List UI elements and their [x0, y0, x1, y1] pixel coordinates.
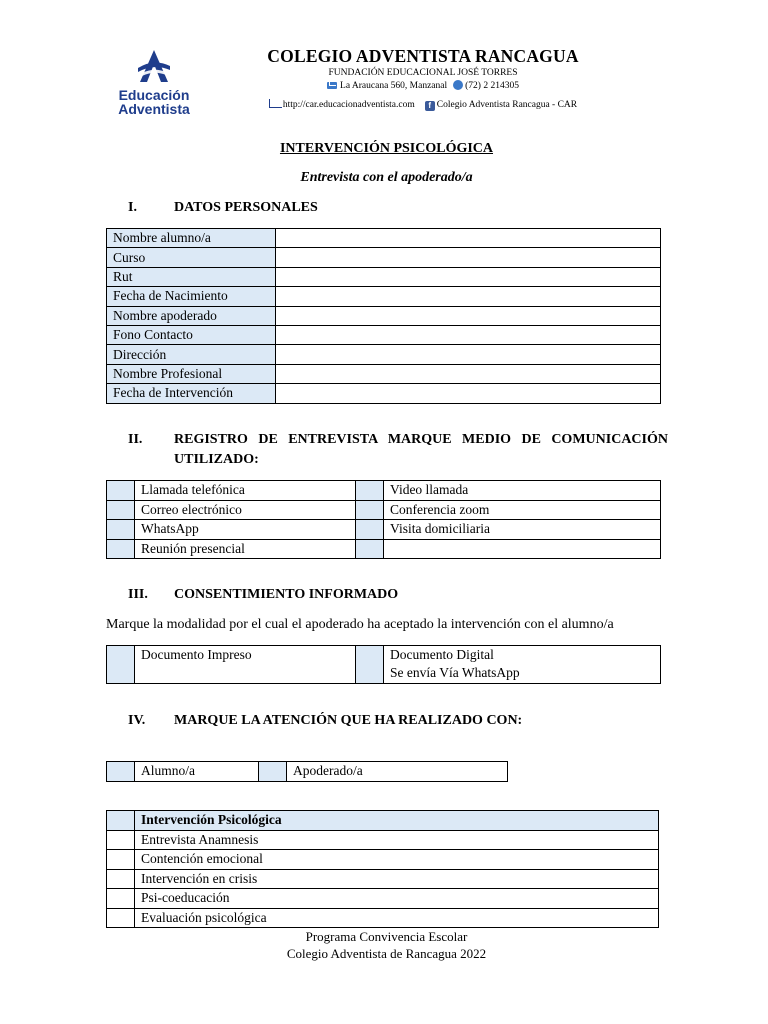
data-row — [107, 345, 661, 364]
footer-line2: Colegio Adventista de Rancagua 2022 — [286, 946, 487, 961]
field-label: Dirección — [107, 345, 276, 364]
facebook-icon: f — [425, 101, 435, 111]
field-value[interactable] — [276, 267, 661, 286]
footer-line1: Programa Convivencia Escolar — [305, 929, 468, 944]
section-2-heading — [128, 432, 668, 472]
communication-row — [107, 539, 661, 559]
header-cell — [107, 811, 135, 831]
option-checkbox[interactable] — [107, 539, 135, 559]
option-checkbox[interactable] — [356, 500, 384, 520]
consent-instruction: Marque la modalidad por el cual el apoderado ha aceptado la intervención con el alumno/a — [106, 617, 614, 632]
field-value[interactable] — [276, 306, 661, 325]
data-row — [107, 248, 661, 267]
option-label: Alumno/a — [135, 762, 259, 782]
option-checkbox[interactable] — [107, 830, 135, 850]
data-row — [107, 384, 661, 403]
option-label: Visita domiciliaria — [384, 520, 661, 540]
field-value[interactable] — [276, 345, 661, 364]
logo-text-line2: Adventista — [118, 101, 190, 117]
option-label: Correo electrónico — [135, 500, 356, 520]
option-checkbox[interactable] — [356, 520, 384, 540]
web-line — [228, 99, 618, 111]
option-label: Psi-coeducación — [135, 889, 659, 909]
field-label: Fecha de Nacimiento — [107, 287, 276, 306]
section-title: CONSENTIMIENTO INFORMADO — [174, 587, 399, 602]
option-label: Reunión presencial — [135, 539, 356, 559]
intervention-row — [107, 908, 659, 928]
option-checkbox[interactable] — [107, 762, 135, 782]
field-value[interactable] — [276, 287, 661, 306]
logo-text-line1: Educación — [118, 87, 190, 103]
option-checkbox[interactable] — [107, 500, 135, 520]
option-label: Entrevista Anamnesis — [135, 830, 659, 850]
field-label: Fecha de Intervención — [107, 384, 276, 403]
logo-a-icon — [134, 48, 174, 84]
intervention-row — [107, 830, 659, 850]
web-icon — [269, 99, 282, 108]
phone-text: (72) 2 214305 — [465, 81, 519, 91]
option-checkbox[interactable] — [356, 646, 384, 684]
document-subtitle: Entrevista con el apoderado/a — [300, 170, 473, 185]
data-row — [107, 306, 661, 325]
option-checkbox[interactable] — [259, 762, 287, 782]
option-checkbox[interactable] — [107, 889, 135, 909]
option-checkbox[interactable] — [356, 481, 384, 501]
school-logo — [108, 48, 200, 120]
intervention-row — [107, 869, 659, 889]
data-row — [107, 229, 661, 248]
foundation-name: FUNDACIÓN EDUCACIONAL JOSÉ TORRES — [328, 68, 518, 78]
consent-table — [106, 645, 661, 684]
data-row — [107, 364, 661, 383]
data-row — [107, 325, 661, 344]
section-3-heading — [128, 587, 668, 605]
contact-line — [228, 80, 618, 91]
field-label: Nombre alumno/a — [107, 229, 276, 248]
communication-row — [107, 520, 661, 540]
section-number: II. — [128, 432, 143, 447]
option-checkbox[interactable] — [107, 869, 135, 889]
communication-row — [107, 500, 661, 520]
option-label: Evaluación psicológica — [135, 908, 659, 928]
field-label: Nombre apoderado — [107, 306, 276, 325]
section-title-line1: REGISTRO DE ENTREVISTA MARQUE MEDIO DE COMUNICACIÓN — [174, 432, 668, 447]
option-checkbox[interactable] — [107, 481, 135, 501]
section-title: MARQUE LA ATENCIÓN QUE HA REALIZADO CON: — [174, 713, 523, 728]
attention-row — [107, 762, 508, 782]
option-label: Conferencia zoom — [384, 500, 661, 520]
data-row — [107, 267, 661, 286]
phone-icon — [453, 80, 463, 90]
field-label: Rut — [107, 267, 276, 286]
field-value[interactable] — [276, 248, 661, 267]
field-label: Curso — [107, 248, 276, 267]
section-title: DATOS PERSONALES — [174, 200, 318, 215]
address-text: La Araucana 560, Manzanal — [340, 81, 448, 91]
field-value[interactable] — [276, 229, 661, 248]
option-label — [384, 539, 661, 559]
field-value[interactable] — [276, 325, 661, 344]
option-label: Apoderado/a — [287, 762, 508, 782]
option-label: Documento Impreso — [135, 646, 356, 684]
field-value[interactable] — [276, 384, 661, 403]
field-value[interactable] — [276, 364, 661, 383]
personal-data-table — [106, 228, 661, 404]
section-number: I. — [128, 200, 137, 215]
data-row — [107, 287, 661, 306]
section-number: IV. — [128, 713, 146, 728]
option-checkbox[interactable] — [356, 539, 384, 559]
option-label-line1: Documento Digital — [390, 647, 494, 662]
option-checkbox[interactable] — [107, 646, 135, 684]
option-checkbox[interactable] — [107, 908, 135, 928]
option-label: Llamada telefónica — [135, 481, 356, 501]
intervention-header-row — [107, 811, 659, 831]
intervention-row — [107, 850, 659, 870]
intervention-header: Intervención Psicológica — [135, 811, 659, 831]
field-label: Fono Contacto — [107, 325, 276, 344]
section-1-heading — [128, 200, 668, 218]
option-label: Video llamada — [384, 481, 661, 501]
communication-row — [107, 481, 661, 501]
option-label: Contención emocional — [135, 850, 659, 870]
option-label: WhatsApp — [135, 520, 356, 540]
mail-icon — [327, 82, 337, 89]
intervention-table — [106, 810, 659, 928]
option-label: Intervención en crisis — [135, 869, 659, 889]
section-title-line2: UTILIZADO: — [174, 452, 259, 467]
consent-row — [107, 646, 661, 684]
document-title: INTERVENCIÓN PSICOLÓGICA — [279, 141, 494, 156]
intervention-row — [107, 889, 659, 909]
option-checkbox[interactable] — [107, 850, 135, 870]
website-link[interactable]: http://car.educacionadventista.com — [282, 100, 415, 110]
option-label-line2: Se envía Vía WhatsApp — [390, 665, 520, 680]
option-checkbox[interactable] — [107, 520, 135, 540]
school-name: COLEGIO ADVENTISTA RANCAGUA — [267, 46, 579, 66]
facebook-link[interactable]: Colegio Adventista Rancagua - CAR — [436, 100, 578, 110]
section-number: III. — [128, 587, 148, 602]
field-label: Nombre Profesional — [107, 364, 276, 383]
section-4-heading — [128, 713, 668, 731]
option-label — [384, 646, 661, 684]
attention-table — [106, 761, 508, 782]
communication-table — [106, 480, 661, 559]
